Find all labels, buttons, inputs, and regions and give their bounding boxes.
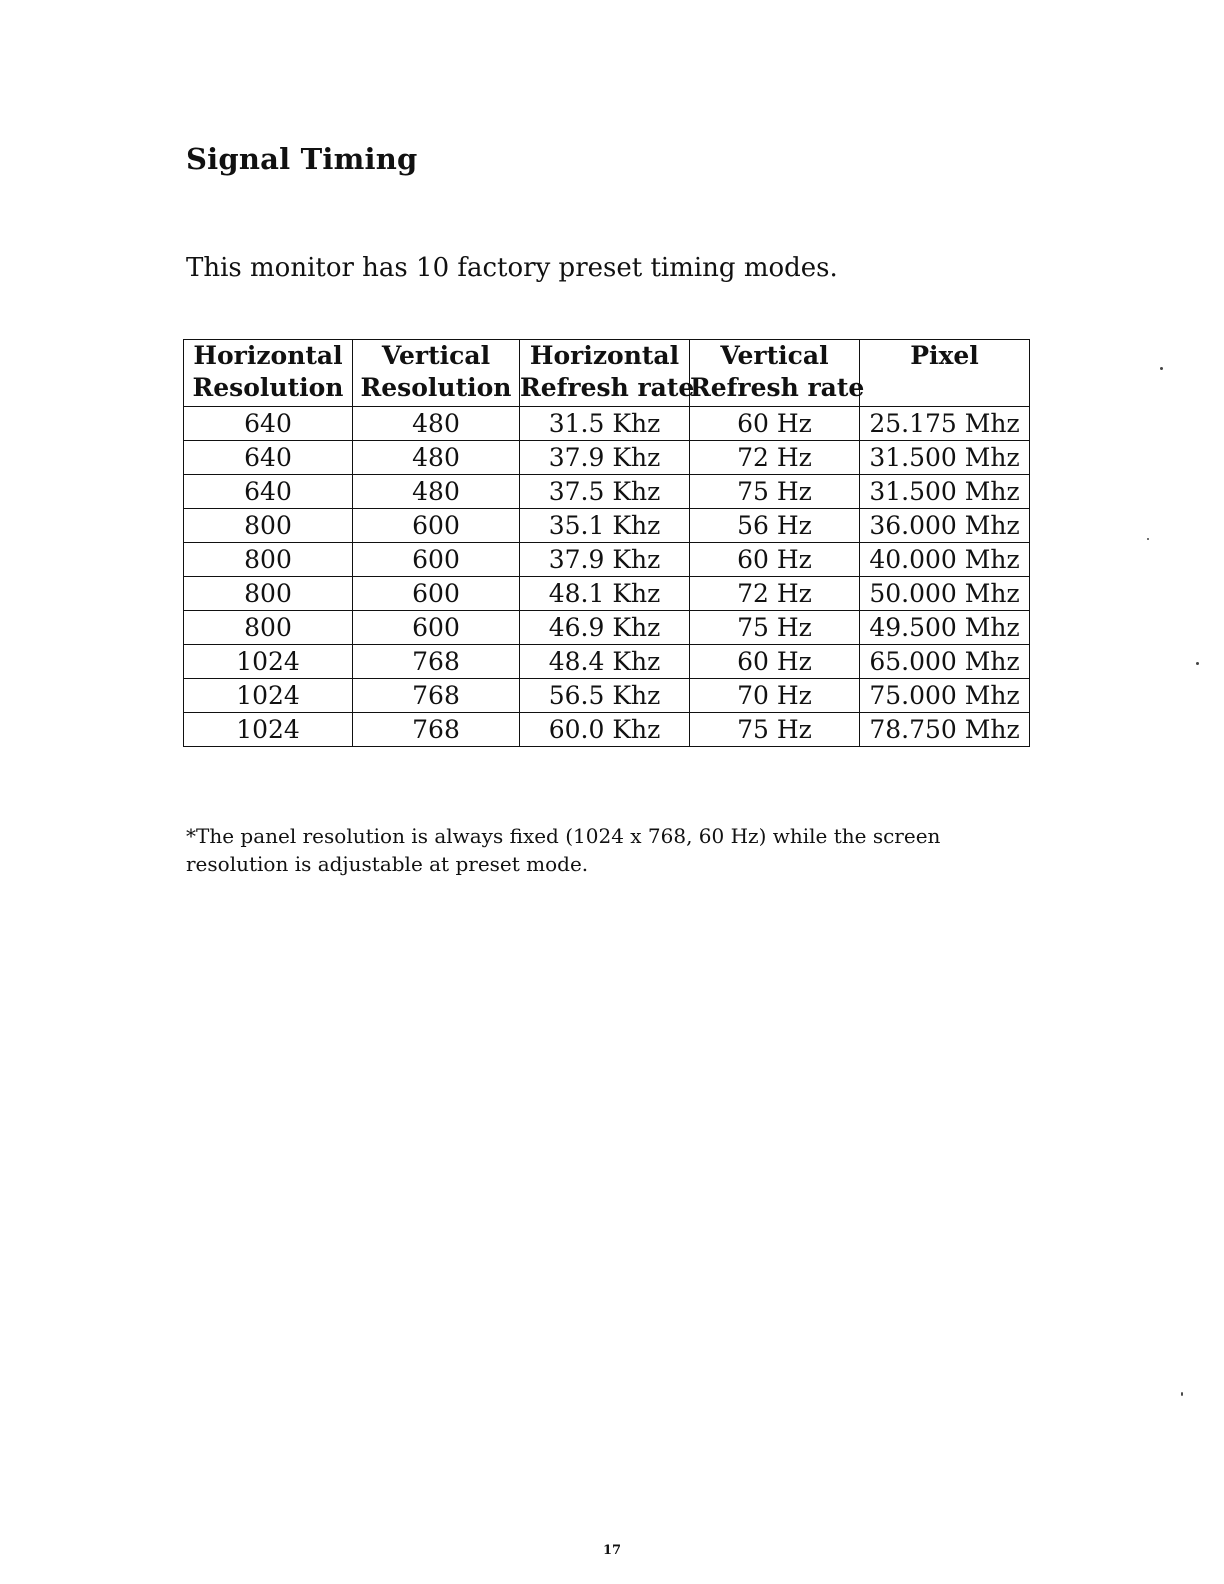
cell-vertical-refresh-rate: 60 Hz xyxy=(690,543,860,577)
cell-horizontal-refresh-rate: 37.9 Khz xyxy=(520,441,690,475)
table-body xyxy=(184,407,1030,747)
header-line: Resolution xyxy=(360,373,512,402)
cell-pixel: 65.000 Mhz xyxy=(860,645,1030,679)
cell-horizontal-resolution: 800 xyxy=(184,611,353,645)
cell-horizontal-refresh-rate: 56.5 Khz xyxy=(520,679,690,713)
cell-vertical-resolution: 480 xyxy=(353,441,520,475)
header-horizontal-resolution xyxy=(184,340,353,407)
cell-pixel: 50.000 Mhz xyxy=(860,577,1030,611)
cell-pixel: 40.000 Mhz xyxy=(860,543,1030,577)
cell-vertical-resolution: 768 xyxy=(353,645,520,679)
header-line: Horizontal xyxy=(193,341,343,370)
cell-vertical-resolution: 768 xyxy=(353,713,520,747)
cell-horizontal-refresh-rate: 37.5 Khz xyxy=(520,475,690,509)
table-header-row xyxy=(184,340,1030,407)
cell-vertical-resolution: 600 xyxy=(353,543,520,577)
cell-horizontal-refresh-rate: 31.5 Khz xyxy=(520,407,690,441)
cell-vertical-refresh-rate: 75 Hz xyxy=(690,611,860,645)
cell-horizontal-refresh-rate: 48.1 Khz xyxy=(520,577,690,611)
cell-vertical-refresh-rate: 75 Hz xyxy=(690,713,860,747)
table-row xyxy=(184,645,1030,679)
header-line: Refresh rate xyxy=(520,373,695,402)
table-row xyxy=(184,509,1030,543)
header-pixel xyxy=(860,340,1030,407)
cell-horizontal-resolution: 800 xyxy=(184,543,353,577)
intro-text: This monitor has 10 factory preset timing modes. xyxy=(186,253,838,283)
cell-horizontal-resolution: 640 xyxy=(184,441,353,475)
scan-speck xyxy=(1160,367,1163,370)
cell-pixel: 75.000 Mhz xyxy=(860,679,1030,713)
cell-vertical-resolution: 600 xyxy=(353,577,520,611)
cell-horizontal-resolution: 800 xyxy=(184,577,353,611)
table-row xyxy=(184,543,1030,577)
cell-vertical-resolution: 600 xyxy=(353,509,520,543)
header-line: Resolution xyxy=(192,373,344,402)
cell-horizontal-resolution: 800 xyxy=(184,509,353,543)
cell-vertical-resolution: 480 xyxy=(353,407,520,441)
cell-vertical-refresh-rate: 75 Hz xyxy=(690,475,860,509)
cell-vertical-resolution: 600 xyxy=(353,611,520,645)
cell-vertical-refresh-rate: 70 Hz xyxy=(690,679,860,713)
header-vertical-refresh-rate xyxy=(690,340,865,407)
scan-speck xyxy=(1181,1392,1183,1396)
cell-horizontal-resolution: 640 xyxy=(184,407,353,441)
cell-horizontal-refresh-rate: 48.4 Khz xyxy=(520,645,690,679)
cell-horizontal-refresh-rate: 35.1 Khz xyxy=(520,509,690,543)
cell-vertical-refresh-rate: 72 Hz xyxy=(690,577,860,611)
cell-pixel: 31.500 Mhz xyxy=(860,441,1030,475)
header-horizontal-refresh-rate xyxy=(520,340,695,407)
signal-timing-table xyxy=(183,339,1030,747)
cell-horizontal-resolution: 1024 xyxy=(184,679,353,713)
header-line: Horizontal xyxy=(529,341,680,370)
cell-pixel: 31.500 Mhz xyxy=(860,475,1030,509)
table-row xyxy=(184,577,1030,611)
header-line: Vertical xyxy=(720,341,829,370)
cell-horizontal-refresh-rate: 60.0 Khz xyxy=(520,713,690,747)
cell-vertical-resolution: 768 xyxy=(353,679,520,713)
table-row xyxy=(184,713,1030,747)
cell-pixel: 78.750 Mhz xyxy=(860,713,1030,747)
cell-vertical-refresh-rate: 60 Hz xyxy=(690,407,860,441)
header-vertical-resolution xyxy=(353,340,520,407)
cell-vertical-refresh-rate: 56 Hz xyxy=(690,509,860,543)
table-row xyxy=(184,611,1030,645)
table-row xyxy=(184,407,1030,441)
cell-horizontal-refresh-rate: 37.9 Khz xyxy=(520,543,690,577)
scan-speck xyxy=(1196,662,1199,665)
cell-horizontal-refresh-rate: 46.9 Khz xyxy=(520,611,690,645)
header-line: Vertical xyxy=(381,341,491,370)
header-line: Refresh rate xyxy=(690,373,865,402)
cell-pixel: 25.175 Mhz xyxy=(860,407,1030,441)
scan-speck xyxy=(1147,538,1149,540)
cell-vertical-resolution: 480 xyxy=(353,475,520,509)
cell-horizontal-resolution: 1024 xyxy=(184,645,353,679)
cell-horizontal-resolution: 640 xyxy=(184,475,353,509)
header-line: Pixel xyxy=(910,341,979,370)
table-row xyxy=(184,441,1030,475)
cell-pixel: 49.500 Mhz xyxy=(860,611,1030,645)
cell-pixel: 36.000 Mhz xyxy=(860,509,1030,543)
footnote: *The panel resolution is always fixed (1024 x 768, 60 Hz) while the screen resolution is adjustable at preset mode. xyxy=(186,824,941,876)
page-title: Signal Timing xyxy=(186,142,418,176)
table-row xyxy=(184,475,1030,509)
page-number: 17 xyxy=(602,1543,622,1558)
cell-vertical-refresh-rate: 72 Hz xyxy=(690,441,860,475)
cell-horizontal-resolution: 1024 xyxy=(184,713,353,747)
cell-vertical-refresh-rate: 60 Hz xyxy=(690,645,860,679)
table-row xyxy=(184,679,1030,713)
